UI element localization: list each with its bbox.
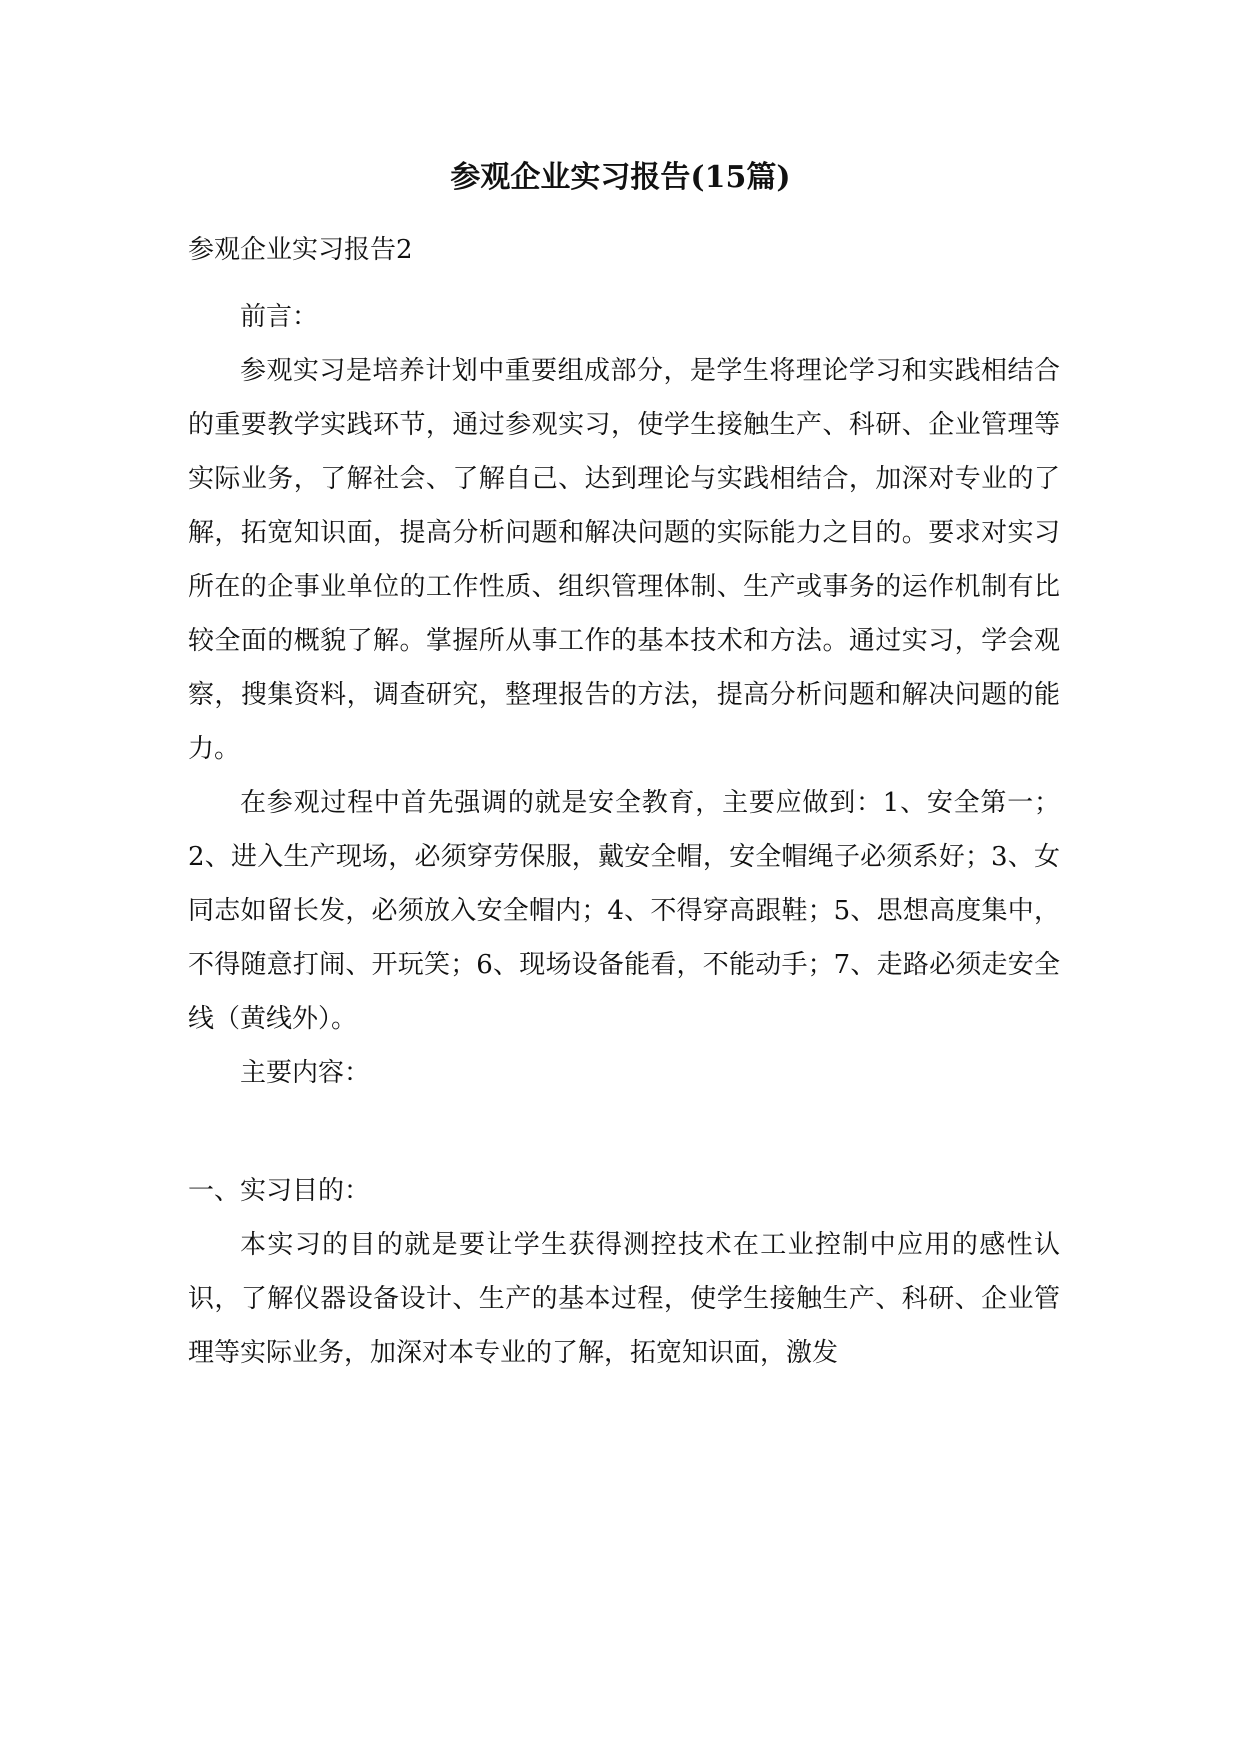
paragraph-purpose: 本实习的目的就是要让学生获得测控技术在工业控制中应用的感性认识，了解仪器设备设计、生产的基本过程，使学生接触生产、科研、企业管理等实际业务，加深对本专业的了解，拓宽知识面，激发: [188, 1230, 1060, 1368]
section-heading-purpose: 一、实习目的：: [188, 1176, 371, 1206]
preface-label: 前言：: [240, 302, 319, 332]
main-content-label: 主要内容：: [240, 1058, 371, 1088]
section-spacer: [188, 1100, 1060, 1164]
paragraph-intro: 参观实习是培养计划中重要组成部分，是学生将理论学习和实践相结合的重要教学实践环节，通过参观实习，使学生接触生产、科研、企业管理等实际业务，了解社会、了解自己、达到理论与实践相结合，加深对专业的了解，拓宽知识面，提高分析问题和解决问题的实际能力之目的。要求对实习所在的企事业单位的工作性质、组织管理体制、生产或事务的运作机制有比较全面的概貌了解。掌握所从事工作的基本技术和方法。通过实习，学会观察，搜集资料，调查研究，整理报告的方法，提高分析问题和解决问题的能力。: [188, 356, 1060, 764]
document-body: [188, 228, 1060, 1380]
paragraph-safety: 在参观过程中首先强调的就是安全教育，主要应做到：1、安全第一；2、进入生产现场，必须穿劳保服，戴安全帽，安全帽绳子必须系好；3、女同志如留长发，必须放入安全帽内；4、不得穿高跟鞋；5、思想高度集中，不得随意打闹、开玩笑；6、现场设备能看，不能动手；7、走路必须走安全线（黄线外）。: [188, 788, 1060, 1034]
document-title: 参观企业实习报告(15篇): [450, 160, 791, 195]
document-subtitle: 参观企业实习报告2: [188, 235, 413, 265]
